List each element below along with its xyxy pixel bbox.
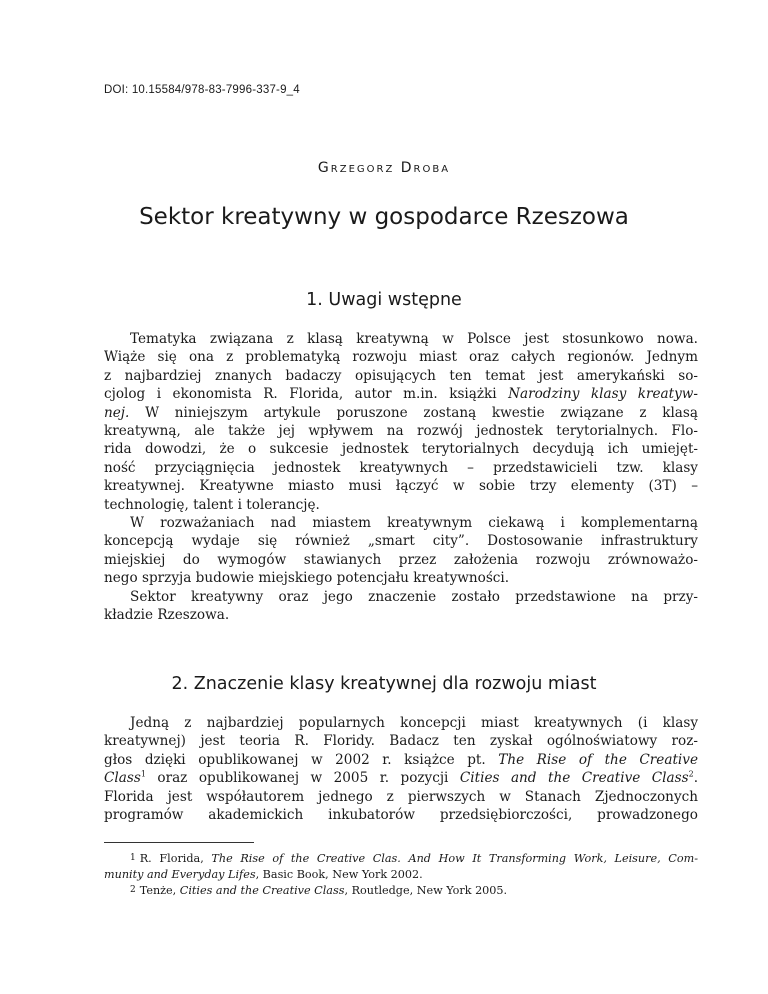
text-run: głos dzięki opublikowanej w 2002 r. książce pt. [104, 751, 486, 768]
footnote-divider [104, 842, 254, 843]
book-title-italic: The Rise of the Creative [498, 751, 698, 768]
article-title: Sektor kreatywny w gospodarce Rzeszowa [139, 204, 629, 230]
paragraph-line: Sektor kreatywny oraz jego znaczenie zostało przedstawione na przy- [130, 588, 698, 605]
section-2-heading: 2. Znaczenie klasy kreatywnej dla rozwoju miast [171, 674, 597, 694]
footnote-text: R. Florida, [139, 852, 204, 865]
footnote-ref-1[interactable]: 1 [140, 769, 146, 779]
paragraph-line: technologię, talent i tolerancję. [104, 496, 320, 513]
footnote-title-italic: Cities and the Creative Class [179, 884, 345, 897]
book-title-italic: Cities and the Creative Class [459, 770, 689, 787]
paragraph-line: koncepcją wydaje się również „smart city”. Dostosowanie infrastruktury [104, 533, 698, 550]
footnote-title-italic: munity and Everyday Lifes [104, 868, 256, 881]
text-run: W niniejszym artykule poruszone zostaną kwestie związane z klasą [145, 404, 698, 421]
section-1-body [104, 330, 698, 625]
paragraph-line [104, 751, 698, 769]
book-title-italic: Narodziny klasy kreatyw- [508, 386, 698, 403]
paragraph-line: Florida jest współautorem jednego z pierwszych w Stanach Zjednoczonych [104, 788, 698, 805]
footnote-text: Tenże, [139, 884, 177, 897]
text-run: . [693, 770, 699, 787]
footnote-line [104, 882, 698, 899]
footnote-number: 1 [130, 853, 136, 863]
footnote-line [104, 867, 698, 883]
author-name: Grzegorz Droba [317, 160, 451, 176]
paragraph-line: ność przyciągnięcia jednostek kreatywnych – przedstawicieli tzw. klasy [104, 459, 698, 476]
text-run: oraz opublikowanej w 2005 r. pozycji [157, 770, 449, 787]
footnote-ref-2[interactable]: 2 [688, 769, 694, 779]
footnote-1 [104, 850, 698, 883]
footnote-2 [104, 882, 698, 899]
paragraph-line: Jedną z najbardziej popularnych koncepcji miast kreatywnych (i klasy [130, 715, 698, 731]
book-title-italic: Class [104, 770, 141, 787]
section-1-heading: 1. Uwagi wstępne [306, 290, 462, 310]
paragraph-line [104, 385, 698, 403]
paragraph-line [104, 404, 698, 422]
text-run: cjolog i ekonomista R. Florida, autor m.in. książki [104, 386, 497, 403]
footnote-text: , Basic Book, New York 2002. [255, 868, 423, 881]
paragraph-line: Wiąże się ona z problematyką rozwoju miast oraz całych regionów. Jednym [104, 349, 698, 366]
doi-line: DOI: 10.15584/978-83-7996-337-9_4 [104, 84, 300, 96]
paragraph-line: programów akademickich inkubatorów przedsiębiorczości, prowadzonego [104, 807, 698, 824]
footnote-line [104, 850, 698, 867]
paragraph-line: kreatywnej) jest teoria R. Floridy. Badacz ten zyskał ogólnoświatowy roz- [104, 733, 698, 750]
footnote-title-italic: The Rise of the Creative Clas. And How It Transforming Work, Leisure, Com- [211, 852, 698, 865]
paragraph-line: kreatywną, ale także jej wpływem na rozwój jednostek terytorialnych. Flo- [104, 423, 698, 440]
paragraph-line: z najbardziej znanych badaczy opisujących ten temat jest amerykański so- [104, 367, 698, 384]
paragraph-line: W rozważaniach nad miastem kreatywnym ciekawą i komplementarną [130, 515, 698, 532]
footnote-number: 2 [130, 885, 136, 895]
paragraph-line: rida dowodzi, że o sukcesie jednostek terytorialnych decydują ich umiejęt- [104, 441, 698, 458]
paragraph-line: Tematyka związana z klasą kreatywną w Polsce jest stosunkowo nowa. [130, 331, 698, 347]
footnote-text: , Routledge, New York 2005. [344, 884, 508, 897]
paragraph-line: nego sprzyja budowie miejskiego potencjału kreatywności. [104, 570, 510, 587]
section-2-body [104, 714, 698, 824]
paragraph-line: miejskiej do wymogów stawianych przez założenia rozwoju zrównoważo- [104, 551, 698, 568]
paragraph-line [104, 769, 698, 787]
paragraph-line: kreatywnej. Kreatywne miasto musi łączyć w sobie trzy elementy (3T) – [104, 478, 698, 495]
book-title-italic: nej. [104, 404, 130, 421]
paragraph-line: kładzie Rzeszowa. [104, 607, 230, 624]
